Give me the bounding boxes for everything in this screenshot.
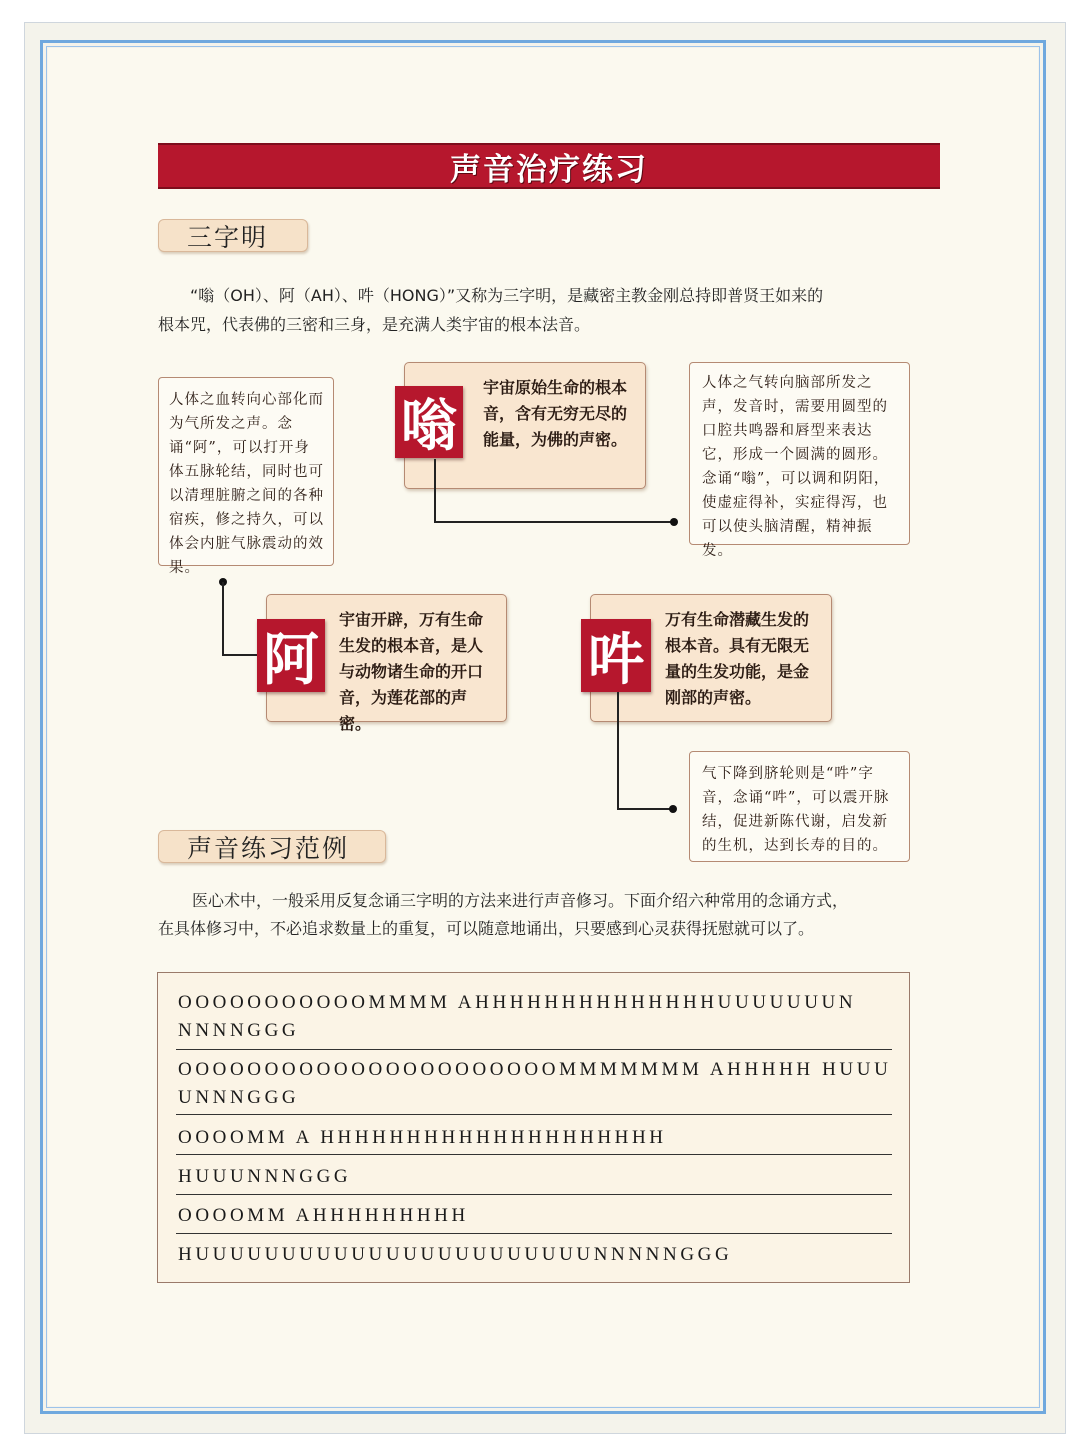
section-heading-sound-practice [158, 830, 386, 863]
connector-om-vertical [434, 459, 436, 523]
connector-om-dot [670, 518, 678, 526]
note-ah-text: 人体之血转向心部化而为气所发之声。念诵“阿”，可以打开身体五脉轮结，同时也可以清理脏腑之间的各种宿疾，修之持久，可以体会内脏气脉震动的效果。 [169, 392, 324, 576]
connector-ah-horizontal [222, 654, 260, 656]
note-ah-effect [158, 377, 334, 576]
chant-line: OOOOMM A HHHHHHHHHHHHHHHHHHHH [178, 1127, 667, 1148]
practice-paragraph-line2: 在具体修习中，不必追求数量上的重复，可以随意地诵出，只要感到心灵获得抚慰就可以了。 [158, 919, 815, 938]
note-om-effect [689, 362, 910, 559]
connector-hum-horizontal [617, 808, 673, 810]
section-heading-label: 三字明 [187, 222, 269, 252]
section-heading-three-syllables [158, 219, 308, 252]
chant-divider [176, 1154, 892, 1155]
page-title: 声音治疗练习 [450, 151, 648, 188]
connector-hum-vertical [617, 692, 619, 810]
char-om-badge [395, 386, 463, 458]
char-ah-badge [257, 619, 325, 692]
page-title-bar [158, 143, 940, 189]
note-hum-text: 气下降到脐轮则是“吽”字音，念诵“吽”，可以震开脉结，促进新陈代谢，启发新的生机，达到长寿的目的。 [702, 766, 890, 854]
char-hum-badge [581, 619, 651, 692]
chant-divider [176, 1049, 892, 1050]
section2-heading-label: 声音练习范例 [187, 833, 350, 863]
practice-paragraph-line1: 医心术中，一般采用反复念诵三字明的方法来进行声音修习。下面介绍六种常用的念诵方式， [192, 891, 849, 910]
chant-examples-box [157, 972, 910, 1283]
chant-divider [176, 1194, 892, 1195]
note-om-text: 人体之气转向脑部所发之声，发音时，需要用圆型的口腔共鸣器和唇型来表达它，形成一个圆满的圆形。念诵“嗡”，可以调和阴阳，使虚症得补，实症得泻，也可以使头脑清醒，精神振发。 [702, 375, 890, 559]
connector-om-horizontal [434, 521, 674, 523]
intro-paragraph-line1: “嗡（OH）、阿（AH）、吽（HONG）”又称为三字明，是藏密主教金刚总持即普贤王如来的 [190, 286, 824, 305]
card-om-text: 宇宙原始生命的根本音，含有无穷无尽的能量，为佛的声密。 [483, 378, 628, 449]
char-om: 嗡 [401, 394, 457, 459]
char-hum: 吽 [588, 627, 644, 693]
chant-line: NNNNGGG [178, 1020, 300, 1041]
char-ah: 阿 [263, 627, 319, 693]
chant-line: HUUUNNNGGG [178, 1166, 352, 1187]
connector-hum-dot [669, 805, 677, 813]
chant-line: UNNNGGG [178, 1087, 300, 1108]
chant-line: OOOOOOOOOOOOOOOOOOOOOOMMMMMMM AHHHHH HUUU [178, 1059, 892, 1080]
connector-ah-vertical [222, 582, 224, 656]
card-ah-text: 宇宙开辟，万有生命生发的根本音，是人与动物诸生命的开口音，为莲花部的声密。 [339, 610, 484, 733]
chant-line: HUUUUUUUUUUUUUUUUUUUUUUUNNNNNGGG [178, 1244, 733, 1265]
note-hum-effect [689, 751, 910, 862]
chant-divider [176, 1233, 892, 1234]
chant-line: OOOOOOOOOOOMMMM AHHHHHHHHHHHHHHUUUUUUUN [178, 992, 857, 1013]
intro-paragraph-line2: 根本咒，代表佛的三密和三身，是充满人类宇宙的根本法音。 [158, 315, 591, 334]
chant-line: OOOOMM AHHHHHHHHH [178, 1205, 469, 1226]
card-hum-text: 万有生命潜藏生发的根本音。具有无限无量的生发功能，是金刚部的声密。 [665, 610, 810, 707]
chant-divider [176, 1114, 892, 1115]
